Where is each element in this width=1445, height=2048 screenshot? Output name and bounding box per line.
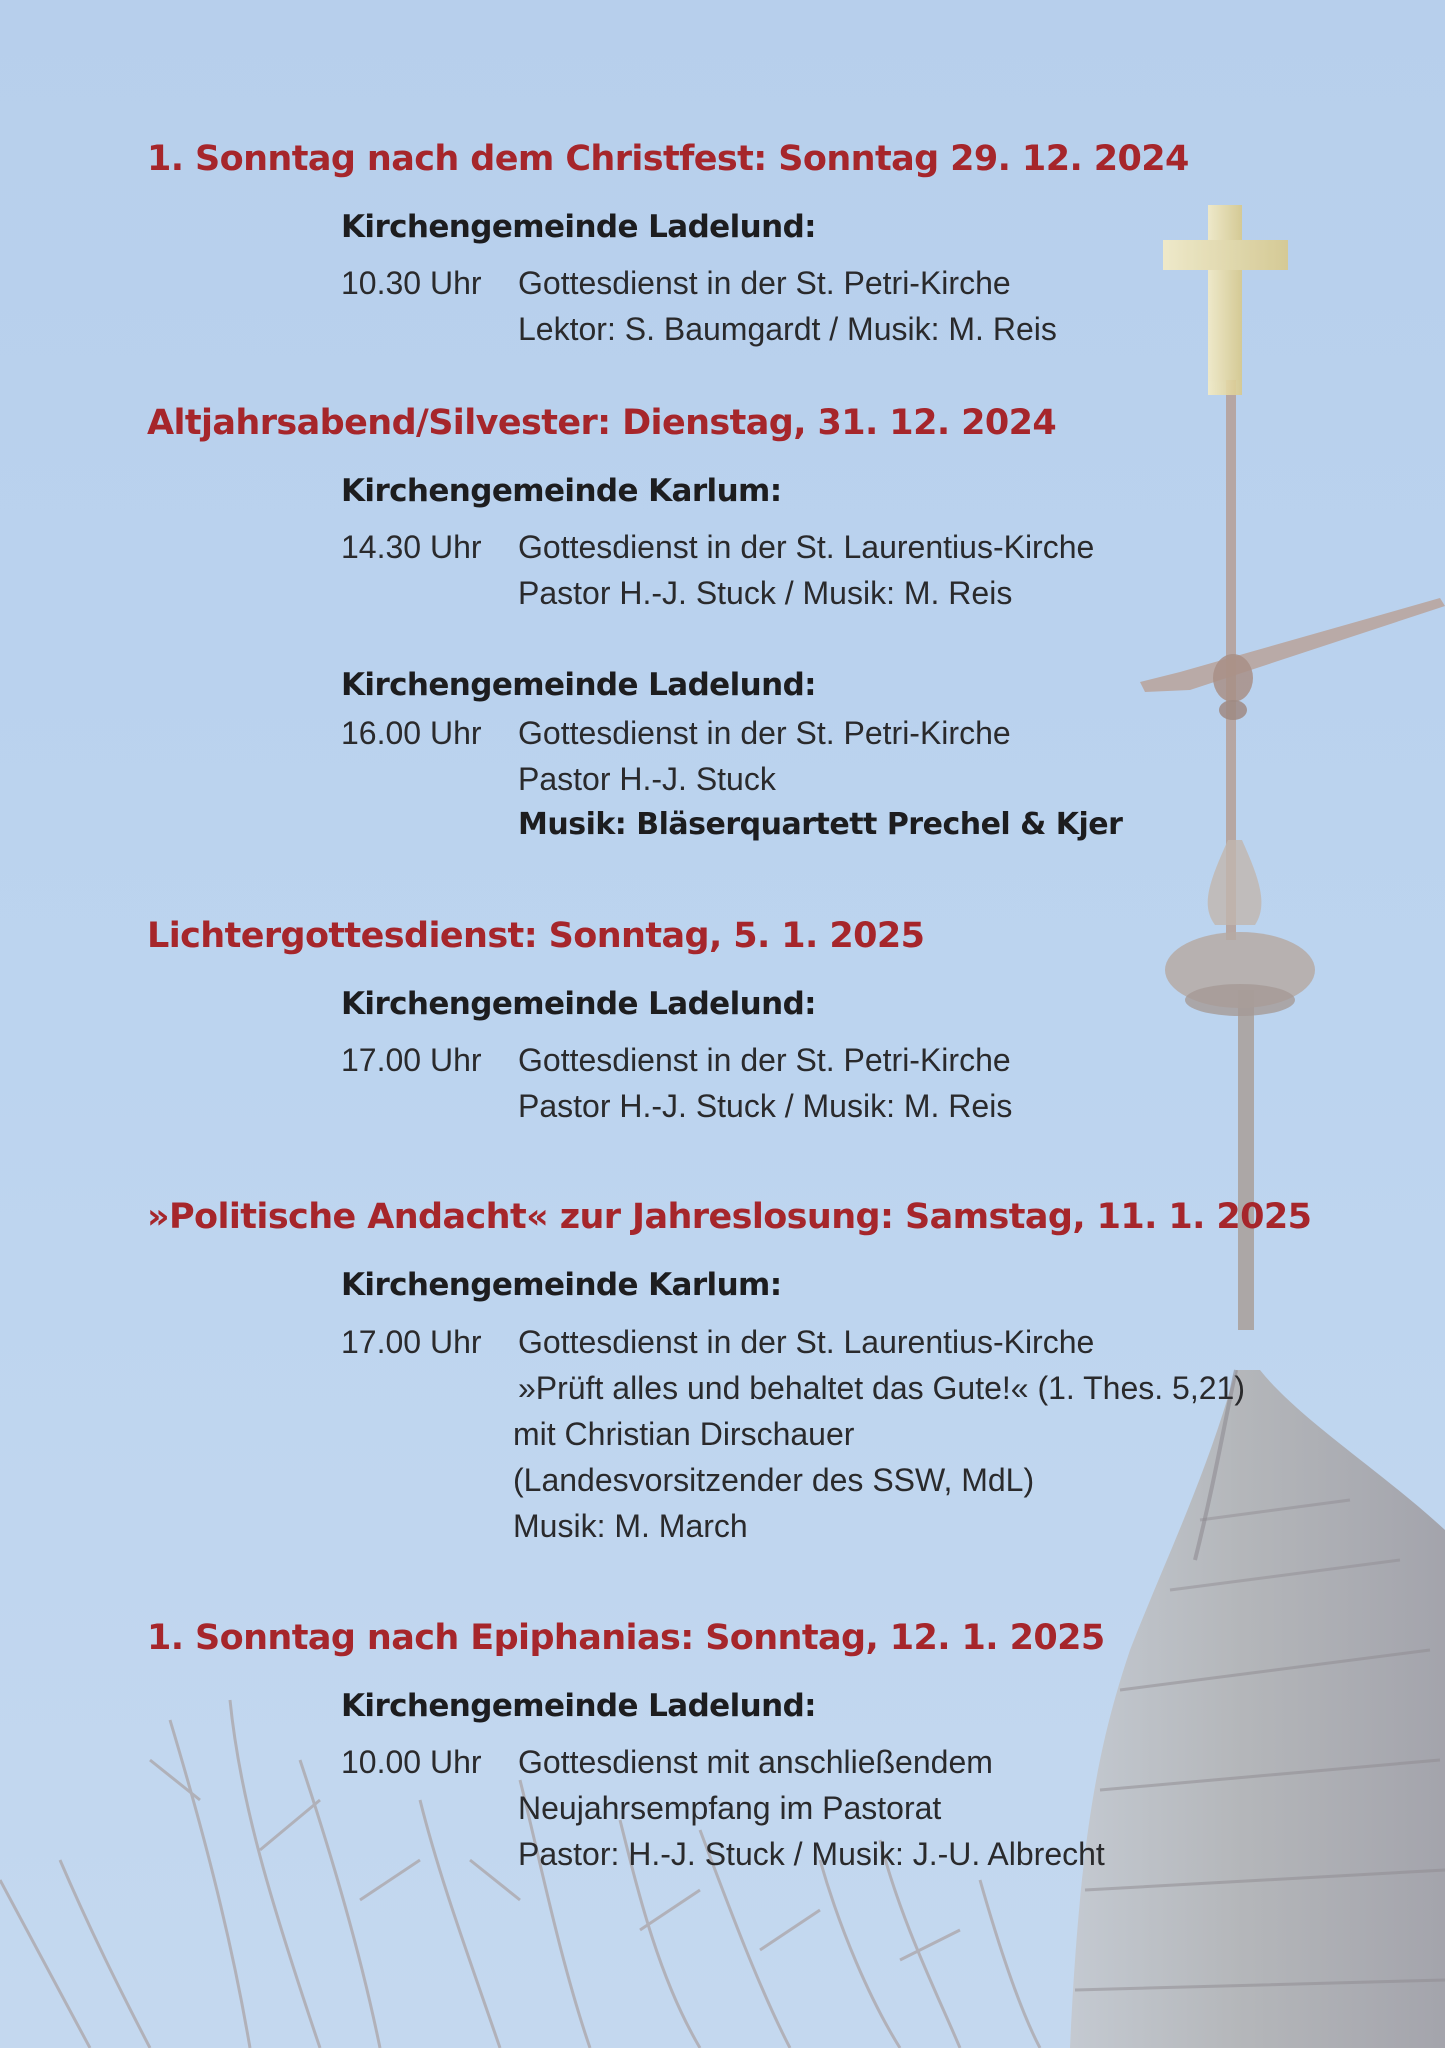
service-detail: Musik: M. March bbox=[513, 1508, 748, 1544]
section-heading: 1. Sonntag nach Epiphanias: Sonntag, 12. 1. 2025 bbox=[147, 1618, 1105, 1658]
service-detail: Gottesdienst in der St. Laurentius-Kirche bbox=[518, 1324, 1095, 1360]
congregation-name: Kirchengemeinde Ladelund: bbox=[341, 986, 816, 1022]
section-heading: Lichtergottesdienst: Sonntag, 5. 1. 2025 bbox=[147, 916, 925, 956]
congregation-name: Kirchengemeinde Ladelund: bbox=[341, 209, 816, 245]
service-detail: (Landesvorsitzender des SSW, MdL) bbox=[513, 1462, 1035, 1498]
service-detail: Gottesdienst in der St. Petri-Kirche bbox=[518, 715, 1011, 751]
service-time: 17.00 Uhr bbox=[341, 1324, 482, 1360]
congregation-name: Kirchengemeinde Ladelund: bbox=[341, 1688, 816, 1724]
section-heading: 1. Sonntag nach dem Christfest: Sonntag 29. 12. 2024 bbox=[147, 139, 1189, 179]
service-detail: Musik: Bläserquartett Prechel & Kjer bbox=[518, 807, 1123, 842]
service-detail: Neujahrsempfang im Pastorat bbox=[518, 1790, 942, 1826]
congregation-name: Kirchengemeinde Ladelund: bbox=[341, 667, 816, 703]
service-time: 14.30 Uhr bbox=[341, 529, 482, 565]
service-detail: Pastor H.-J. Stuck bbox=[518, 761, 776, 797]
service-time: 10.00 Uhr bbox=[341, 1744, 482, 1780]
section-heading: Altjahrsabend/Silvester: Dienstag, 31. 12. 2024 bbox=[147, 403, 1057, 443]
service-detail: Gottesdienst in der St. Laurentius-Kirche bbox=[518, 529, 1095, 565]
congregation-name: Kirchengemeinde Karlum: bbox=[341, 1267, 782, 1303]
service-detail: »Prüft alles und behaltet das Gute!« (1. Thes. 5,21) bbox=[518, 1370, 1245, 1406]
service-detail: Pastor H.-J. Stuck / Musik: M. Reis bbox=[518, 1088, 1013, 1124]
congregation-name: Kirchengemeinde Karlum: bbox=[341, 473, 782, 509]
section-heading: »Politische Andacht« zur Jahreslosung: Samstag, 11. 1. 2025 bbox=[147, 1197, 1312, 1237]
service-time: 10.30 Uhr bbox=[341, 265, 482, 301]
service-time: 16.00 Uhr bbox=[341, 715, 482, 751]
service-detail: Gottesdienst mit anschließendem bbox=[518, 1744, 993, 1780]
service-detail: Gottesdienst in der St. Petri-Kirche bbox=[518, 1042, 1011, 1078]
service-detail: Pastor H.-J. Stuck / Musik: M. Reis bbox=[518, 575, 1013, 611]
service-time: 17.00 Uhr bbox=[341, 1042, 482, 1078]
service-detail: Gottesdienst in der St. Petri-Kirche bbox=[518, 265, 1011, 301]
service-detail: Pastor: H.-J. Stuck / Musik: J.-U. Albrecht bbox=[518, 1836, 1105, 1872]
service-detail: mit Christian Dirschauer bbox=[513, 1416, 855, 1452]
service-detail: Lektor: S. Baumgardt / Musik: M. Reis bbox=[518, 311, 1057, 347]
